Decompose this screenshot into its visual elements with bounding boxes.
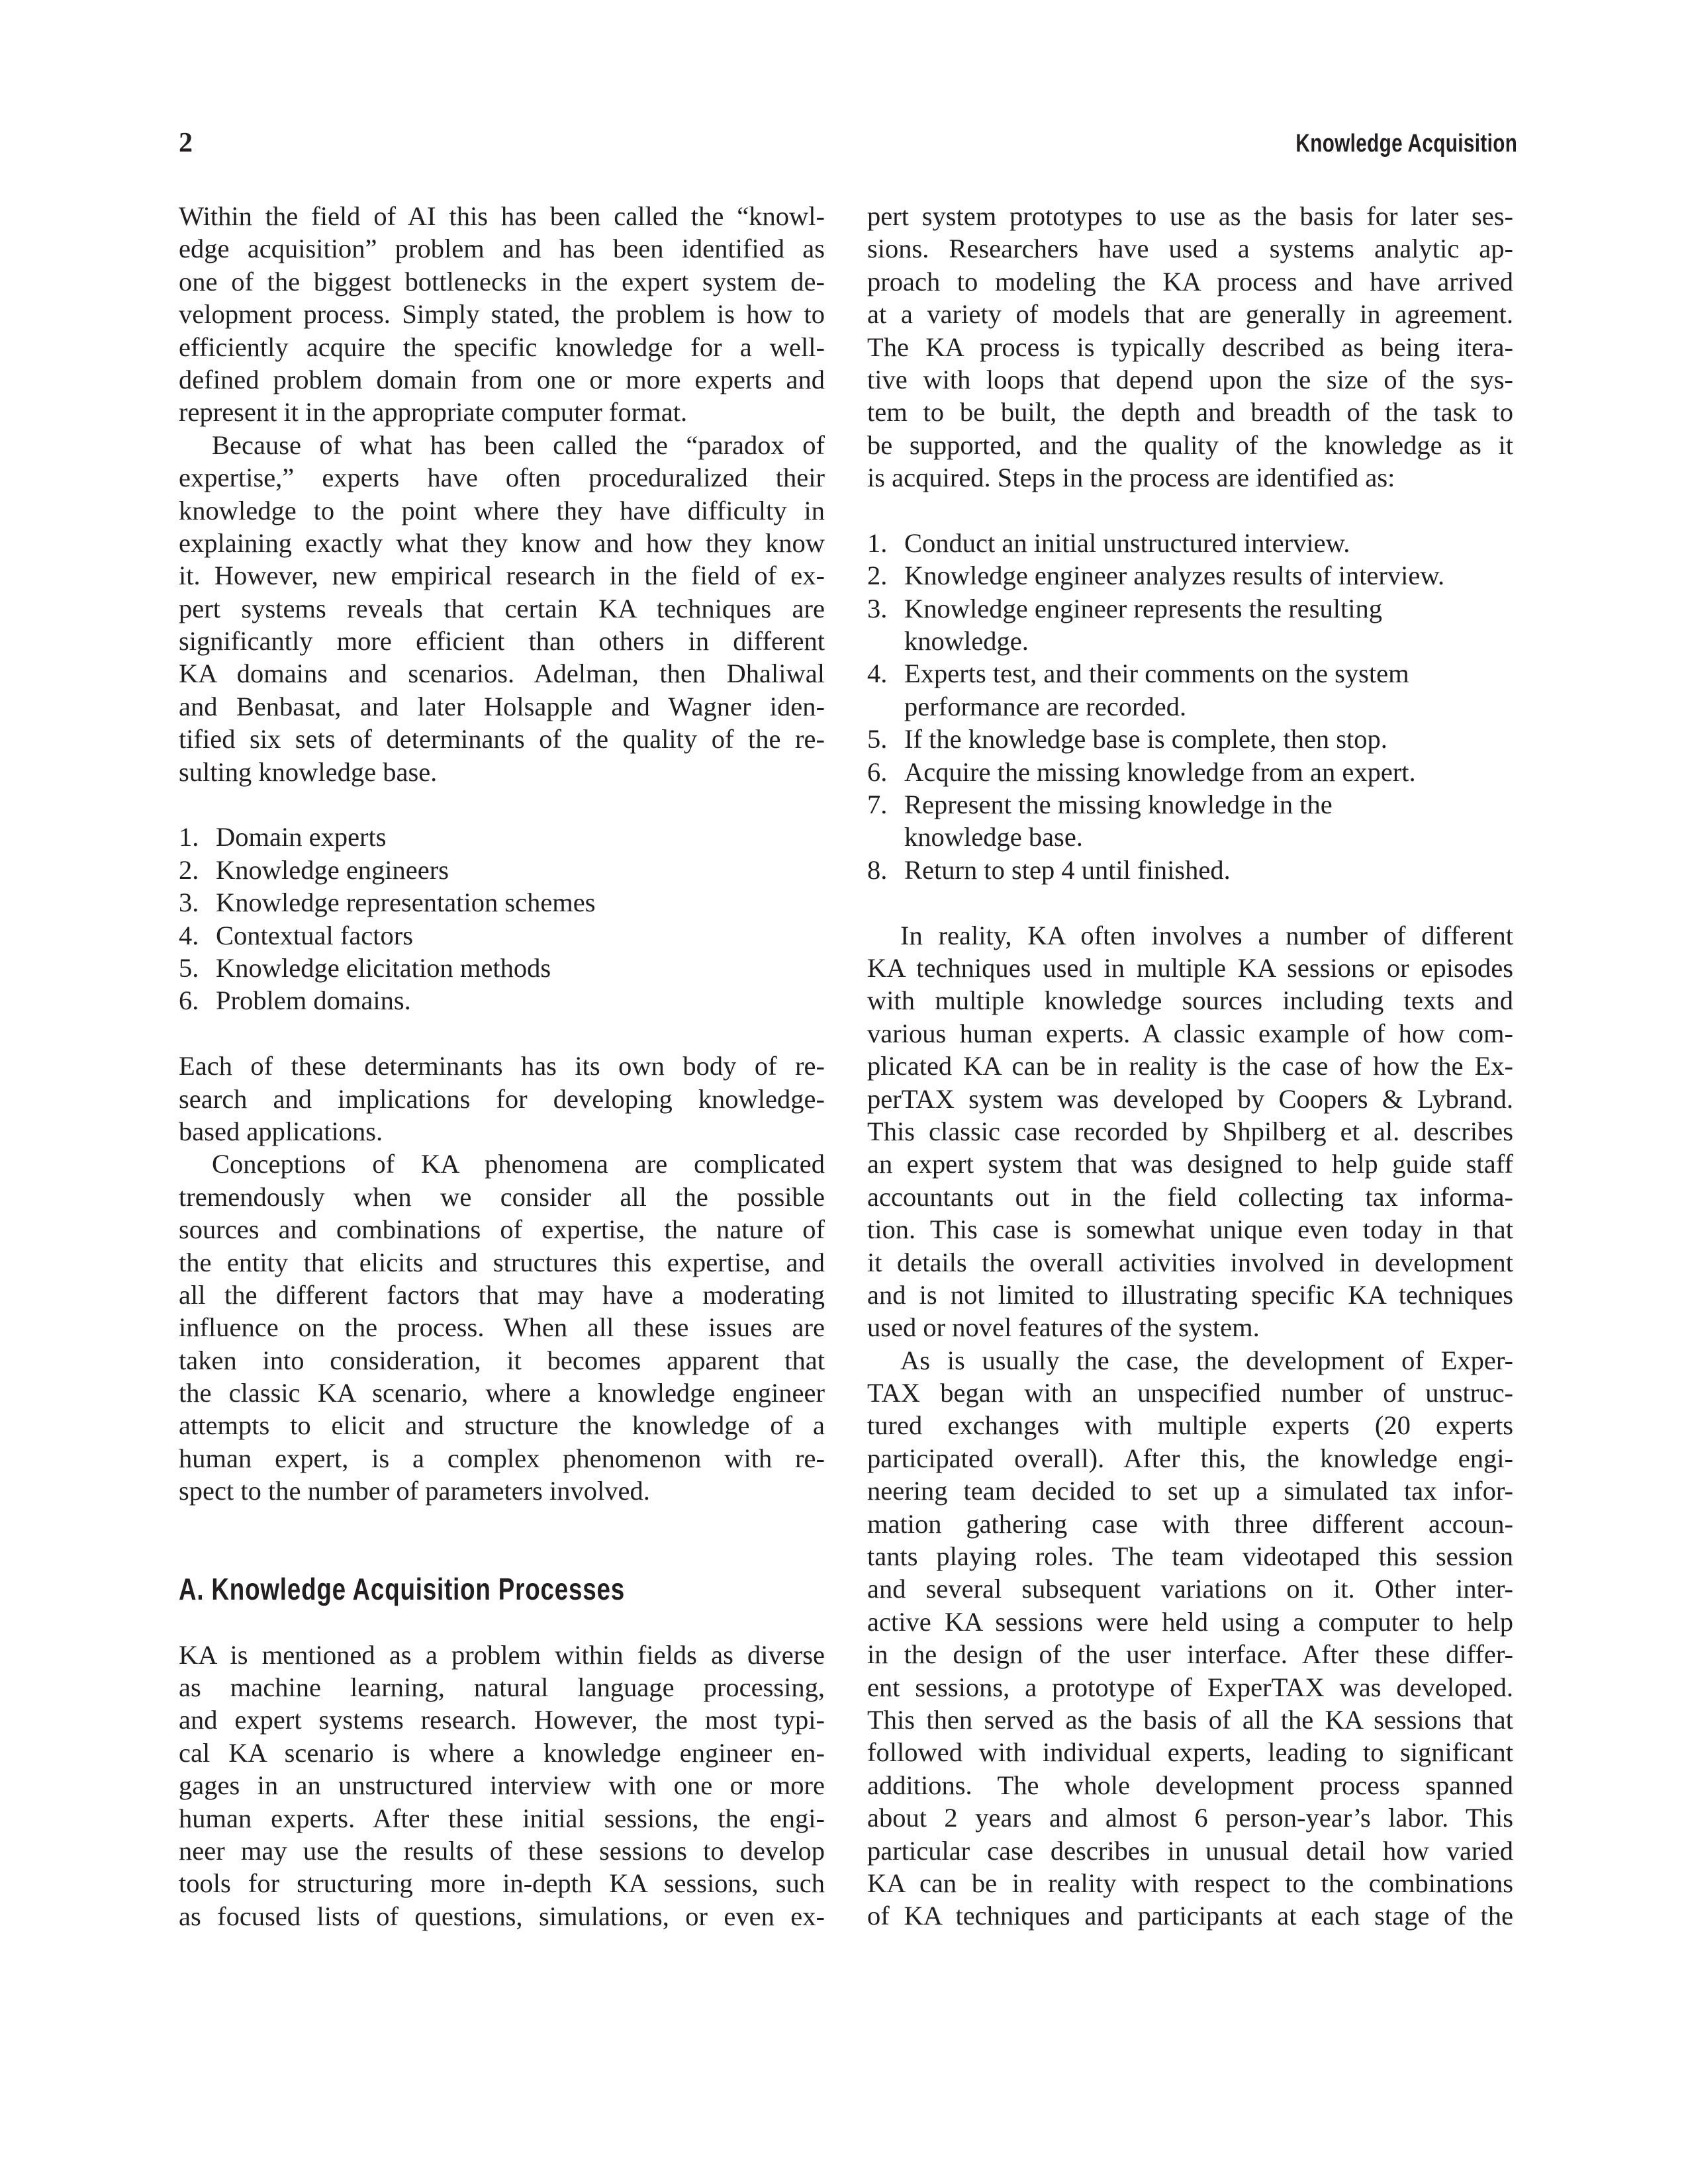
text-line: Conceptions of KA phenomena are complicated xyxy=(212,1149,825,1179)
list-item-text: Knowledge elicitation methods xyxy=(216,952,551,983)
list-item-number: 7. xyxy=(867,790,888,820)
list-item-text: Acquire the missing knowledge from an expert. xyxy=(904,756,1416,787)
list-item-text: knowledge. xyxy=(904,626,1029,657)
list-item xyxy=(867,559,1513,592)
paragraph-expertax xyxy=(867,1344,1513,1933)
text-line: KA can be in reality with respect to the combinations xyxy=(867,1868,1513,1898)
text-line: active KA sessions were held using a computer to help xyxy=(867,1606,1513,1637)
list-item xyxy=(867,821,1513,853)
text-line: human expert, is a complex phenomenon with re- xyxy=(179,1443,825,1473)
text-line: tem to be built, the depth and breadth of the task to xyxy=(867,397,1513,428)
text-line: efficiently acquire the specific knowledge for a well- xyxy=(179,332,825,362)
text-line: tremendously when we consider all the possible xyxy=(179,1181,825,1212)
text-line: KA techniques used in multiple KA sessions or episodes xyxy=(867,952,1513,983)
list-item xyxy=(867,723,1513,755)
text-line: human experts. After these initial sessions, the engi- xyxy=(179,1803,825,1833)
paragraph-continued xyxy=(867,200,1513,494)
paragraph-5 xyxy=(179,1639,825,1933)
list-item-number: 3. xyxy=(867,593,888,623)
list-item xyxy=(867,854,1513,886)
right-column xyxy=(867,200,1513,1933)
text-line: mation gathering case with three different accoun- xyxy=(867,1508,1513,1539)
text-line: is acquired. Steps in the process are identified as: xyxy=(867,463,1395,493)
list-item-text: Knowledge engineers xyxy=(216,854,449,885)
text-line: the entity that elicits and structures this expertise, and xyxy=(179,1247,825,1277)
text-line: and several subsequent variations on it. Other inter- xyxy=(867,1574,1513,1604)
text-line: proach to modeling the KA process and have arrived xyxy=(867,266,1513,296)
text-line: it details the overall activities involved in development xyxy=(867,1247,1513,1277)
list-item-text: Experts test, and their comments on the system xyxy=(904,659,1409,689)
text-line: pert systems reveals that certain KA techniques are xyxy=(179,593,825,623)
list-item xyxy=(179,821,825,853)
list-item-text: performance are recorded. xyxy=(904,691,1187,721)
text-line: search and implications for developing knowledge- xyxy=(179,1083,825,1114)
text-line: represent it in the appropriate computer format. xyxy=(179,397,688,428)
text-line: and expert systems research. However, the most typi- xyxy=(179,1705,825,1735)
text-line: Each of these determinants has its own body of re- xyxy=(179,1051,825,1081)
list-item-text: Conduct an initial unstructured interview. xyxy=(904,527,1350,558)
text-line: participated overall). After this, the knowledge engi- xyxy=(867,1443,1513,1473)
text-line: neer may use the results of these sessions to develop xyxy=(179,1835,825,1866)
text-line: cal KA scenario is where a knowledge engineer en- xyxy=(179,1737,825,1768)
text-line: it. However, new empirical research in the field of ex- xyxy=(179,561,825,591)
text-line: As is usually the case, the development of Exper- xyxy=(900,1345,1513,1375)
list-item xyxy=(179,886,825,919)
text-line: tants playing roles. The team videotaped this session xyxy=(867,1541,1513,1572)
list-item-text: knowledge base. xyxy=(904,822,1083,852)
list-item-text: Contextual factors xyxy=(216,920,414,950)
spacer xyxy=(179,1017,825,1050)
text-line: particular case describes in unusual detail how varied xyxy=(867,1835,1513,1866)
text-line: velopment process. Simply stated, the problem is how to xyxy=(179,299,825,330)
text-line: various human experts. A classic example of how com- xyxy=(867,1018,1513,1048)
list-item-number: 5. xyxy=(867,724,888,754)
left-column xyxy=(179,200,825,1933)
text-line: sions. Researchers have used a systems analytic ap- xyxy=(867,234,1513,264)
text-line: accountants out in the field collecting tax informa- xyxy=(867,1181,1513,1212)
text-line: at a variety of models that are generally in agreement. xyxy=(867,299,1513,330)
text-line: as focused lists of questions, simulations, or even ex- xyxy=(179,1901,825,1931)
text-line: spect to the number of parameters involved. xyxy=(179,1476,650,1506)
spacer xyxy=(179,1614,825,1639)
text-line: in the design of the user interface. After these differ- xyxy=(867,1639,1513,1670)
list-item xyxy=(179,854,825,886)
list-item-text: Problem domains. xyxy=(216,985,411,1016)
list-item-number: 4. xyxy=(179,920,199,950)
text-line: plicated KA can be in reality is the case of how the Ex- xyxy=(867,1051,1513,1081)
text-line: tools for structuring more in-depth KA sessions, such xyxy=(179,1868,825,1899)
text-line: Because of what has been called the “paradox of xyxy=(212,430,825,460)
text-line: based applications. xyxy=(179,1116,383,1146)
text-line: and is not limited to illustrating specific KA techniques xyxy=(867,1279,1513,1310)
text-line: taken into consideration, it becomes apparent that xyxy=(179,1345,825,1375)
list-item xyxy=(867,625,1513,657)
text-line: tured exchanges with multiple experts (20 experts xyxy=(867,1410,1513,1441)
text-line: additions. The whole development process spanned xyxy=(867,1770,1513,1800)
list-item xyxy=(867,756,1513,788)
text-line: significantly more efficient than others in different xyxy=(179,626,825,657)
text-line: neering team decided to set up a simulated tax infor- xyxy=(867,1476,1513,1506)
text-line: sources and combinations of expertise, the nature of xyxy=(179,1214,825,1245)
text-line: edge acquisition” problem and has been identified as xyxy=(179,234,825,264)
paragraph-1 xyxy=(179,200,825,429)
list-item-text: Knowledge engineer represents the resulting xyxy=(904,593,1382,623)
paragraph-2 xyxy=(179,429,825,788)
list-item-text: Represent the missing knowledge in the xyxy=(904,790,1333,820)
text-line: knowledge to the point where they have difficulty in xyxy=(179,495,825,525)
text-line: ent sessions, a prototype of ExperTAX was developed. xyxy=(867,1672,1513,1702)
text-line: used or novel features of the system. xyxy=(867,1312,1260,1343)
running-head: Knowledge Acquisition xyxy=(1295,130,1517,158)
text-line: followed with individual experts, leading to significant xyxy=(867,1737,1513,1768)
text-line: Within the field of AI this has been called the “knowl- xyxy=(179,201,825,231)
list-item xyxy=(179,952,825,984)
text-line: one of the biggest bottlenecks in the expert system de- xyxy=(179,266,825,296)
determinants-list xyxy=(179,821,825,1017)
paragraph-4 xyxy=(179,1148,825,1507)
text-line: defined problem domain from one or more experts and xyxy=(179,364,825,394)
spacer xyxy=(179,788,825,821)
text-line: This then served as the basis of all the KA sessions that xyxy=(867,1704,1513,1735)
text-line: tified six sets of determinants of the quality of the re- xyxy=(179,724,825,754)
list-item xyxy=(867,690,1513,723)
page-number: 2 xyxy=(179,128,193,158)
list-item-number: 1. xyxy=(179,822,199,852)
text-line: pert system prototypes to use as the basis for later ses- xyxy=(867,201,1513,231)
list-item xyxy=(867,592,1513,625)
list-item-text: Return to step 4 until finished. xyxy=(904,854,1231,885)
list-item-text: If the knowledge base is complete, then stop. xyxy=(904,724,1387,754)
process-steps-list xyxy=(867,527,1513,886)
list-item xyxy=(179,984,825,1017)
list-item-number: 6. xyxy=(179,985,199,1016)
text-line: tion. This case is somewhat unique even today in that xyxy=(867,1214,1513,1245)
list-item-number: 1. xyxy=(867,527,888,558)
list-item-number: 8. xyxy=(867,854,888,885)
text-line: with multiple knowledge sources including texts and xyxy=(867,985,1513,1016)
list-item xyxy=(867,788,1513,821)
list-item-number: 3. xyxy=(179,887,199,918)
text-line: expertise,” experts have often proceduralized their xyxy=(179,463,825,493)
text-line: as machine learning, natural language processing, xyxy=(179,1672,825,1703)
text-line: of KA techniques and participants at each stage of the xyxy=(867,1901,1513,1931)
list-item-number: 6. xyxy=(867,756,888,787)
list-item-text: Knowledge representation schemes xyxy=(216,887,596,918)
list-item-number: 2. xyxy=(867,561,888,591)
spacer xyxy=(867,886,1513,919)
text-line: In reality, KA often involves a number of different xyxy=(900,920,1513,950)
text-line: This classic case recorded by Shpilberg et al. describes xyxy=(867,1116,1513,1146)
list-item-text: Knowledge engineer analyzes results of interview. xyxy=(904,561,1445,591)
text-line: all the different factors that may have a moderating xyxy=(179,1279,825,1310)
list-item xyxy=(179,919,825,952)
list-item-number: 5. xyxy=(179,952,199,983)
text-line: influence on the process. When all these issues are xyxy=(179,1312,825,1343)
paragraph-3 xyxy=(179,1050,825,1148)
text-line: tive with loops that depend upon the size of the sys- xyxy=(867,364,1513,394)
paragraph-in-reality xyxy=(867,919,1513,1344)
spacer xyxy=(867,494,1513,527)
text-line: and Benbasat, and later Holsapple and Wagner iden- xyxy=(179,691,825,721)
text-line: attempts to elicit and structure the knowledge of a xyxy=(179,1410,825,1441)
text-line: an expert system that was designed to help guide staff xyxy=(867,1149,1513,1179)
text-line: the classic KA scenario, where a knowledge engineer xyxy=(179,1378,825,1408)
text-line: explaining exactly what they know and how they know xyxy=(179,527,825,558)
text-line: KA is mentioned as a problem within fields as diverse xyxy=(179,1639,825,1670)
text-line: perTAX system was developed by Coopers & Lybrand. xyxy=(867,1083,1513,1114)
text-line: KA domains and scenarios. Adelman, then Dhaliwal xyxy=(179,659,825,689)
text-line: The KA process is typically described as being itera- xyxy=(867,332,1513,362)
section-heading: A. Knowledge Acquisition Processes xyxy=(179,1571,626,1606)
text-line: be supported, and the quality of the knowledge as it xyxy=(867,430,1513,460)
text-line: gages in an unstructured interview with one or more xyxy=(179,1770,825,1801)
list-item xyxy=(867,527,1513,559)
list-item-number: 2. xyxy=(179,854,199,885)
list-item xyxy=(867,657,1513,690)
text-line: sulting knowledge base. xyxy=(179,756,438,787)
text-line: TAX began with an unspecified number of unstruc- xyxy=(867,1378,1513,1408)
spacer xyxy=(179,1508,825,1565)
list-item-text: Domain experts xyxy=(216,822,387,852)
list-item-number: 4. xyxy=(867,659,888,689)
text-line: about 2 years and almost 6 person-year’s labor. This xyxy=(867,1803,1513,1833)
